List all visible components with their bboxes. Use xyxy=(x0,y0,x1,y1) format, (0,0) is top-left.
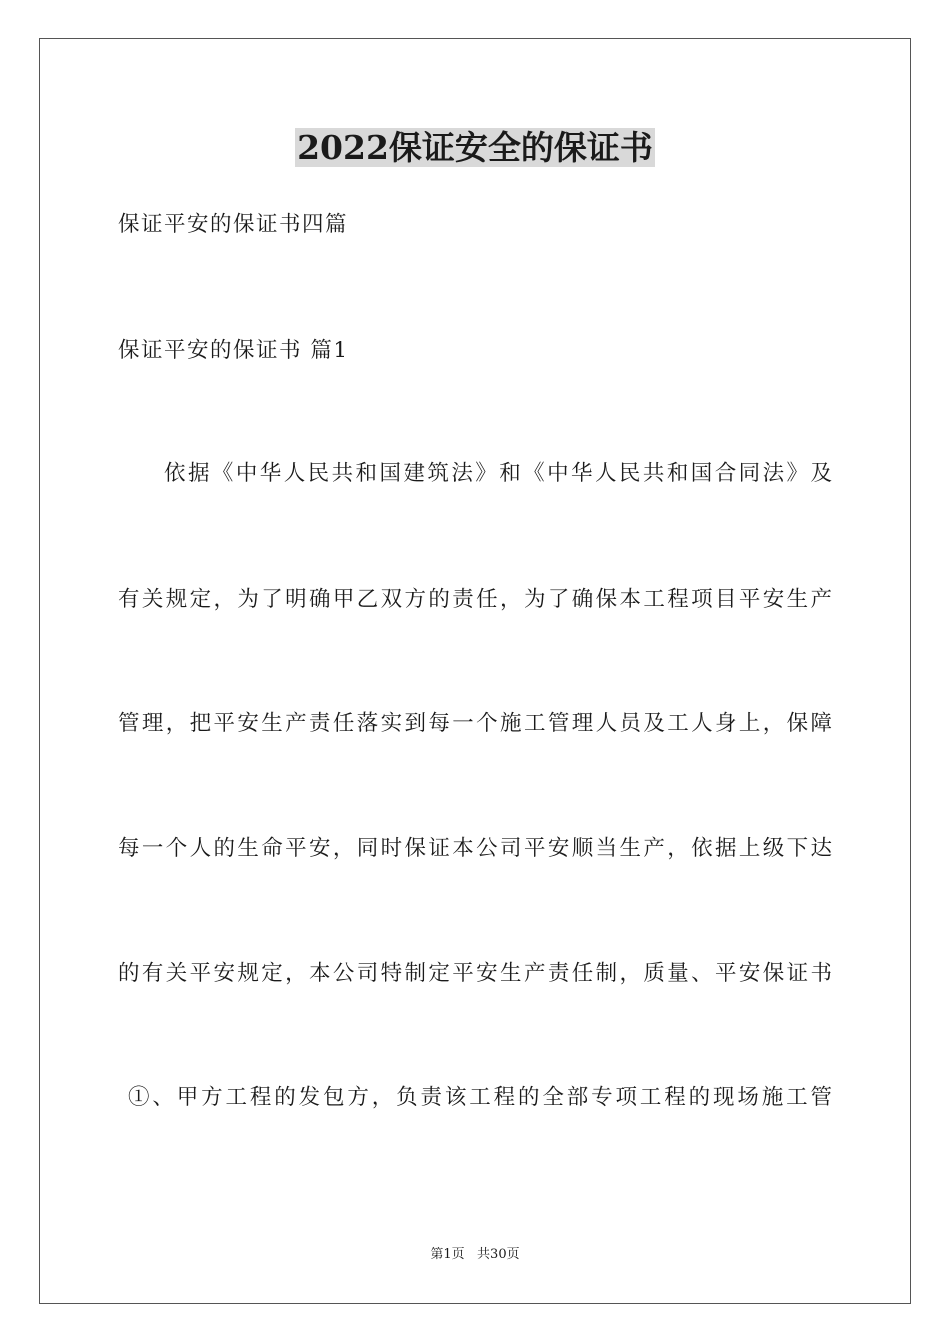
page-footer: 第1页 共30页 xyxy=(430,1247,520,1262)
document-subtitle: 保证平安的保证书四篇 xyxy=(118,212,349,237)
body-line-3: 管理，把平安生产责任落实到每一个施工管理人员及工人身上，保障 xyxy=(118,711,832,736)
body-line-6: ①、甲方工程的发包方，负责该工程的全部专项工程的现场施工管 xyxy=(128,1085,832,1110)
body-line-2: 有关规定，为了明确甲乙双方的责任，为了确保本工程项目平安生产 xyxy=(118,587,832,612)
section-heading: 保证平安的保证书 篇1 xyxy=(118,338,349,363)
body-line-4: 每一个人的生命平安，同时保证本公司平安顺当生产，依据上级下达 xyxy=(118,836,832,861)
document-title-text: 2022保证安全的保证书 xyxy=(297,128,653,167)
body-line-1: 依据《中华人民共和国建筑法》和《中华人民共和国合同法》及 xyxy=(164,461,832,486)
document-title xyxy=(0,128,950,168)
body-line-5: 的有关平安规定，本公司特制定平安生产责任制，质量、平安保证书 xyxy=(118,961,832,986)
